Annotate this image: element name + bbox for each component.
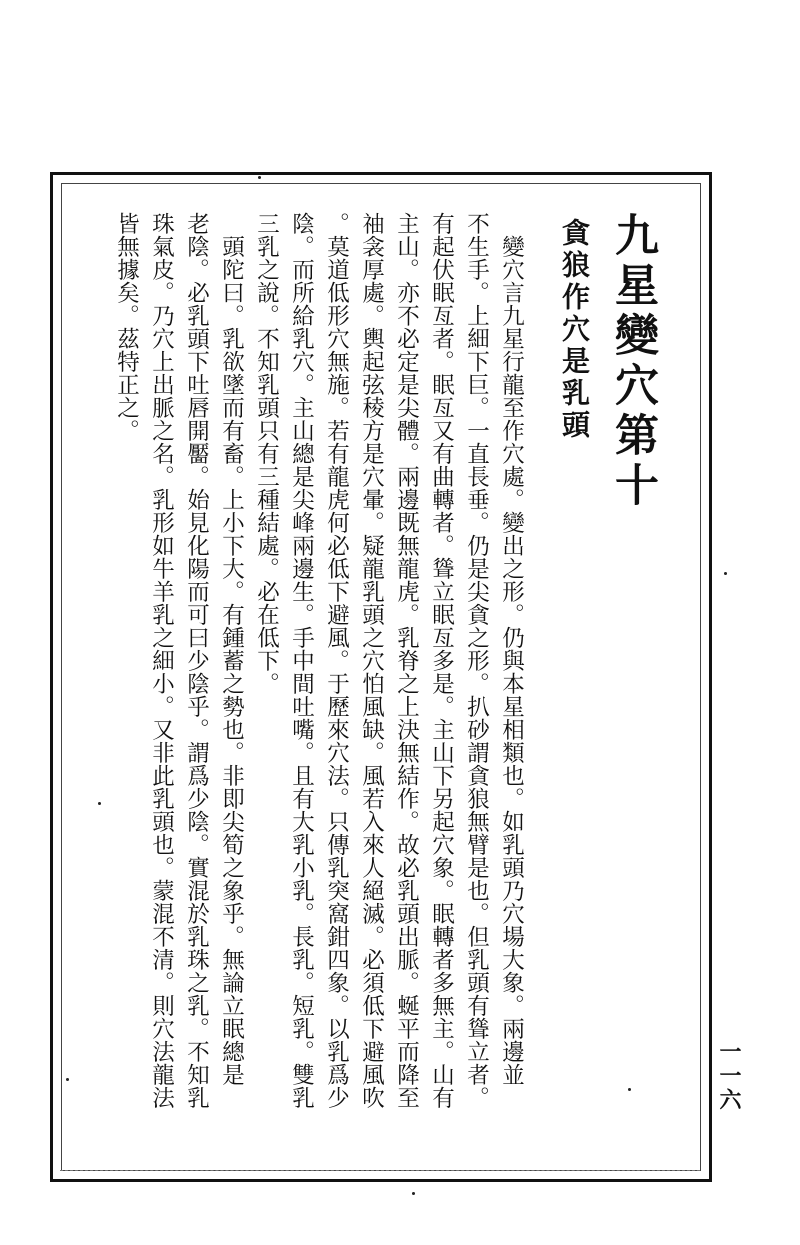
text-column-3: 有起伏眠亙者。眠亙又有曲轉者。聳立眠亙多是。主山下另起穴象。眠轉者多無主。山有 bbox=[428, 212, 455, 1109]
text-column-12: 皆無據矣。茲特正之。 bbox=[113, 212, 140, 442]
text-column-6: 。莫道低形穴無施。若有龍虎何必低下避風。于歷來穴法。只傳乳突窩鉗四象。以乳爲少 bbox=[323, 212, 350, 1109]
text-column-8: 三乳之說。不知乳頭只有三種結處。必在低下。 bbox=[253, 212, 280, 695]
scan-speck bbox=[628, 1088, 631, 1091]
text-column-5: 䄂衾厚處。輿起弦稜方是穴暈。疑龍乳頭之穴怕風缺。風若入來人絕滅。必須低下避風吹 bbox=[358, 212, 385, 1109]
text-column-4: 主山。亦不必定是尖體。兩邊既無龍虎。乳脊之上決無結作。故必乳頭出脈。蜒平而降至 bbox=[393, 212, 420, 1109]
page-number: 一一六 bbox=[716, 1040, 742, 1112]
text-column-2: 不生手。上細下巨。一直長垂。仍是尖貪之形。扒砂謂貪狼無臂是也。但乳頭有聳立者。 bbox=[463, 212, 490, 1109]
scan-speck bbox=[258, 176, 261, 179]
scan-speck bbox=[412, 1192, 415, 1195]
scan-speck bbox=[724, 572, 727, 575]
text-column-9: 頭陀曰。乳欲墜而有畜。上小下大。有鍾蓄之勢也。非即尖筍之象乎。無論立眠總是 bbox=[218, 212, 245, 1086]
text-column-10: 老陰。必乳頭下吐唇開靨。始見化陽而可曰少陰乎。謂爲少陰。實混於乳珠之乳。不知乳 bbox=[183, 212, 210, 1109]
scan-speck bbox=[66, 1078, 69, 1081]
section-heading: 貪狼作穴是乳頭 bbox=[558, 218, 591, 442]
scan-speck bbox=[98, 802, 101, 805]
text-column-1: 變穴言九星行龍至作穴處。變出之形。仍與本星相類也。如乳頭乃穴場大象。兩邊並 bbox=[498, 212, 525, 1086]
chapter-title: 九星變穴第十 bbox=[607, 212, 658, 512]
text-column-7: 陰。而所給乳穴。主山總是尖峰兩邊生。手中間吐嘴。且有大乳小乳。長乳。短乳。雙乳 bbox=[288, 212, 315, 1109]
scan-noise-rule bbox=[60, 1170, 700, 1171]
text-column-11: 珠氣皮。乃穴上出脈之名。乳形如牛羊乳之細小。又非此乳頭也。蒙混不清。則穴法龍法 bbox=[148, 212, 175, 1109]
